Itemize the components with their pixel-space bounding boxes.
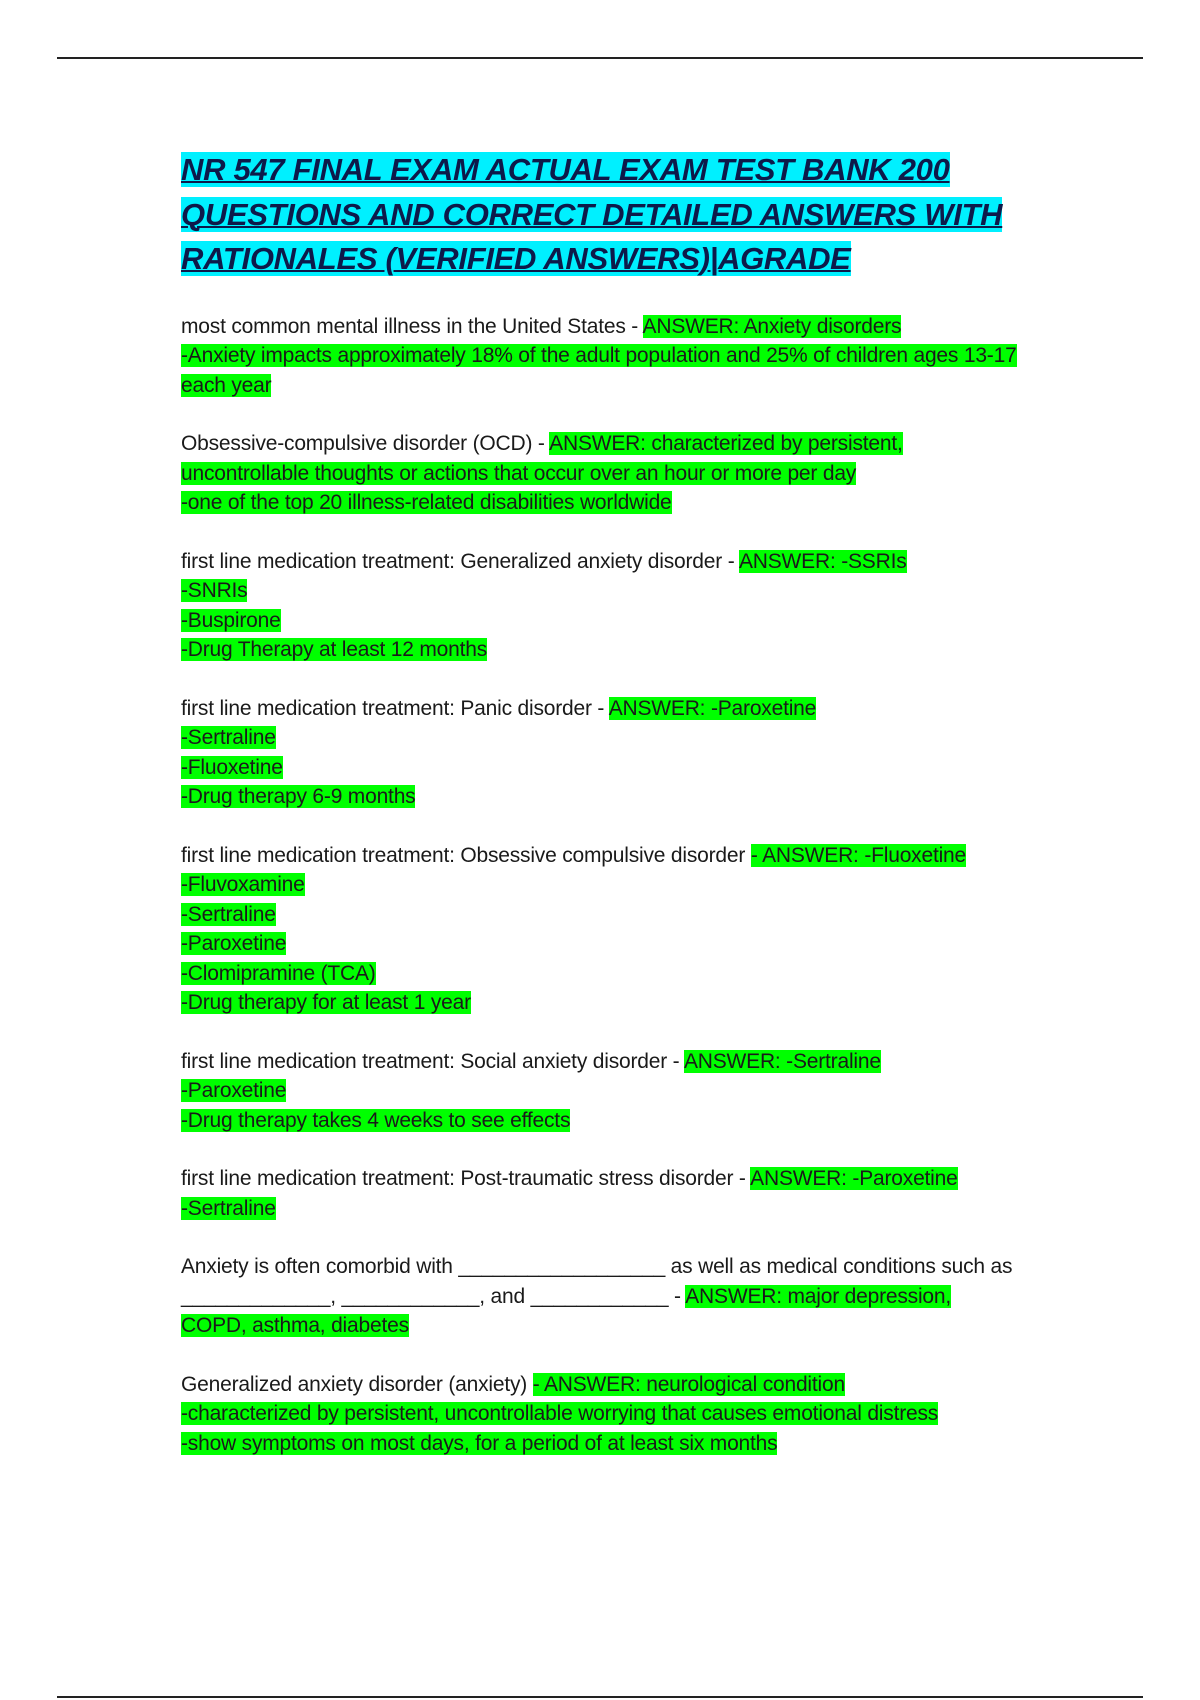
question-text: Anxiety is often comorbid with __________________ as well as medical conditions such as _____________, ____________, and ____________ -	[181, 1255, 1013, 1308]
answer-detail-line: -Sertraline	[181, 902, 276, 926]
qa-item	[181, 1047, 1021, 1136]
question-text: first line medication treatment: Post-traumatic stress disorder -	[181, 1167, 751, 1190]
qa-item	[181, 694, 1021, 812]
answer-detail-line: -Fluvoxamine	[181, 873, 305, 896]
answer-text: ANSWER: Anxiety disorders	[642, 314, 902, 338]
answer-text: - ANSWER: neurological condition	[532, 1372, 845, 1396]
answer-detail-line: -Drug Therapy at least 12 months	[181, 638, 488, 661]
answer-text: - ANSWER: -Fluoxetine	[750, 843, 967, 867]
document-body	[181, 148, 1021, 1487]
document-title: NR 547 FINAL EXAM ACTUAL EXAM TEST BANK 200 QUESTIONS AND CORRECT DETAILED ANSWERS WITH RATIONALES (VERIFIED ANSWERS)|AGRADE	[181, 152, 1003, 276]
question-text: most common mental illness in the United States -	[181, 314, 643, 338]
qa-item	[181, 312, 1021, 401]
answer-text: ANSWER: characterized by persistent, uncontrollable thoughts or actions that occur over an hour or more per day	[181, 432, 903, 485]
answer-detail-line: -Sertraline	[181, 726, 276, 749]
answer-detail-line: -Paroxetine	[181, 1079, 287, 1102]
qa-item	[181, 429, 1021, 518]
header-rule	[57, 57, 1143, 59]
answer-detail-line: -Sertraline	[181, 1196, 276, 1220]
question-text: Obsessive-compulsive disorder (OCD) -	[181, 432, 550, 455]
qa-list	[181, 312, 1021, 1459]
question-text: first line medication treatment: Obsessive compulsive disorder	[181, 843, 751, 867]
qa-item	[181, 1164, 1021, 1223]
answer-detail-line: -Anxiety impacts approximately 18% of the adult population and 25% of children ages 13-17 each year	[181, 344, 1017, 397]
qa-item	[181, 547, 1021, 665]
qa-item	[181, 1252, 1021, 1341]
answer-detail-line: -Fluoxetine	[181, 755, 283, 779]
answer-text: ANSWER: -SSRIs	[738, 549, 907, 573]
answer-text: ANSWER: major depression, COPD, asthma, diabetes	[181, 1284, 952, 1337]
qa-item	[181, 1370, 1021, 1459]
answer-detail-line: -SNRIs	[181, 579, 248, 602]
footer-rule	[57, 1696, 1143, 1698]
answer-detail-line: -Drug therapy 6-9 months	[181, 785, 416, 808]
question-text: first line medication treatment: Generalized anxiety disorder -	[181, 549, 739, 573]
answer-detail-line: -Drug therapy for at least 1 year	[181, 991, 471, 1014]
question-text: first line medication treatment: Panic disorder -	[181, 696, 609, 720]
answer-text: ANSWER: -Paroxetine	[750, 1167, 958, 1190]
qa-item	[181, 841, 1021, 1018]
answer-detail-line: -one of the top 20 illness-related disabilities worldwide	[181, 491, 672, 514]
answer-text: ANSWER: -Paroxetine	[608, 696, 817, 720]
question-text: Generalized anxiety disorder (anxiety)	[181, 1372, 533, 1396]
answer-text: ANSWER: -Sertraline	[683, 1049, 881, 1073]
answer-detail-line: -show symptoms on most days, for a period of at least six months	[181, 1431, 778, 1455]
answer-detail-line: -Drug therapy takes 4 weeks to see effects	[181, 1108, 571, 1132]
answer-detail-line: -Buspirone	[181, 608, 281, 632]
answer-detail-line: -Paroxetine	[181, 932, 287, 955]
question-text: first line medication treatment: Social anxiety disorder -	[181, 1049, 684, 1073]
answer-detail-line: -Clomipramine (TCA)	[181, 961, 376, 985]
answer-detail-line: -characterized by persistent, uncontrollable worrying that causes emotional distress	[181, 1402, 939, 1425]
